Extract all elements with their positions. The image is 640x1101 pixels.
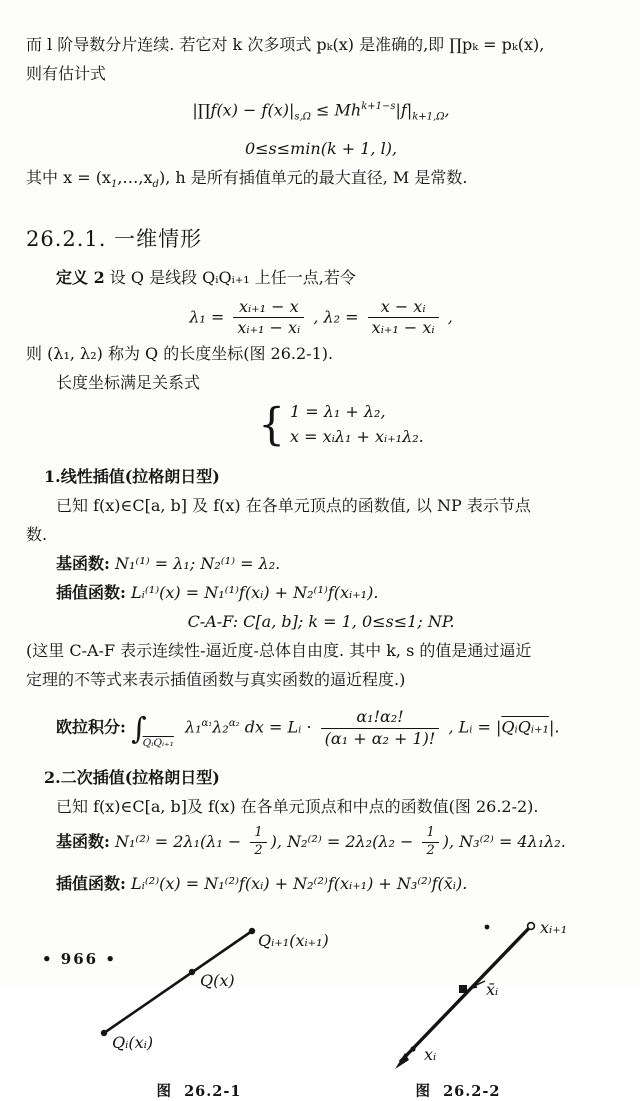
estimate-rhs-sub: k+1,Ω	[412, 111, 445, 123]
where-post: ), h 是所有插值单元的最大直径, M 是常数.	[158, 167, 468, 187]
euler-segment: QᵢQᵢ₊₁	[501, 717, 549, 737]
caf-note-line1: (这里 C-A-F 表示连续性-逼近度-总体自由度. 其中 k, s 的值是通过逼近	[26, 641, 532, 661]
quadratic-basis-line	[26, 821, 616, 863]
linear-basis-label: 基函数:	[56, 554, 110, 574]
label-Qi: Qᵢ(xᵢ)	[112, 1032, 154, 1052]
figures-row	[26, 917, 616, 1101]
euler-t3: dx = Lᵢ ·	[244, 717, 312, 737]
stray-dot	[485, 924, 490, 929]
point-Q	[189, 969, 195, 975]
estimate-mid: ≤ Mh	[310, 100, 362, 120]
point-Qi	[101, 1030, 107, 1036]
page-number: • 966 •	[42, 950, 117, 968]
estimate-rhs: |f|	[395, 100, 413, 120]
half-fraction-2	[422, 826, 438, 859]
euler-label: 欧拉积分:	[56, 717, 126, 737]
system-eq1: 1 = λ₁ + λ₂,	[290, 402, 386, 422]
caf-line: C-A-F: C[a, b]; k = 1, 0≤s≤1; NP.	[187, 612, 455, 632]
half1-den: 2	[254, 842, 263, 858]
lambda1-denominator: xᵢ₊₁ − xᵢ	[237, 318, 301, 338]
half2-den: 2	[426, 842, 435, 858]
length-coordinate-line: 则 (λ₁, λ₂) 称为 Q 的长度坐标(图 26.2-1).	[26, 344, 334, 364]
quadratic-known-line: 已知 f(x)∈C[a, b]及 f(x) 在各单元顶点和中点的函数值(图 26.2-2).	[56, 796, 539, 816]
euler-frac-num: α₁!α₂!	[321, 708, 440, 728]
equation-system	[258, 399, 423, 449]
relation-intro: 长度坐标满足关系式	[56, 373, 201, 393]
quadratic-interp-formula: Lᵢ⁽²⁾(x) = N₁⁽²⁾f(xᵢ) + N₂⁽²⁾f(xᵢ₊₁) + N₃⁽²⁾f(x̄ᵢ).	[131, 873, 468, 893]
linear-heading: 1.线性插值(拉格朗日型)	[44, 467, 220, 487]
euler-sup1: α₁	[201, 718, 213, 730]
lambda-comma: , λ₂ =	[313, 307, 359, 327]
point-xi	[410, 1046, 415, 1051]
section-heading: 26.2.1. 一维情形	[26, 226, 203, 251]
euler-sup2: α₂	[228, 718, 240, 730]
euler-t2: λ₂	[212, 717, 229, 737]
label-xi1: xᵢ₊₁	[540, 917, 568, 937]
euler-t4: , Lᵢ = |	[448, 717, 502, 737]
figure-26-2-2-caption: 图 26.2-2	[415, 1082, 501, 1100]
quadratic-heading: 2.二次插值(拉格朗日型)	[44, 767, 220, 787]
caf-note-line2: 定理的不等式来表示插值函数与真实函数的逼近程度.)	[26, 670, 406, 690]
point-xbar	[459, 985, 467, 993]
system-eq2: x = xᵢλ₁ + xᵢ₊₁λ₂.	[290, 427, 424, 447]
euler-t1: λ₁	[184, 717, 202, 737]
quadratic-b1: N₁⁽²⁾ = 2λ₁(λ₁ −	[115, 831, 247, 851]
lambda2-fraction	[368, 298, 439, 338]
estimate-lhs: |∏f(x) − f(x)|	[192, 100, 295, 120]
quadratic-interp-line	[26, 869, 616, 898]
figure-26-2-1-caption: 图 26.2-1	[156, 1082, 242, 1100]
intro-paragraph-line1: 而 l 阶导数分片连续. 若它对 k 次多项式 pₖ(x) 是准确的,即 ∏pₖ = pₖ(x),	[26, 35, 545, 54]
lambda2-denominator: xᵢ₊₁ − xᵢ	[371, 318, 435, 338]
point-xi1-open	[528, 922, 535, 929]
half-fraction-1	[250, 826, 266, 859]
estimate-formula-line2: 0≤s≤min(k + 1, l),	[244, 138, 398, 158]
definition-paragraph	[26, 263, 616, 292]
figure-26-2-2-drawing	[388, 917, 618, 1070]
linear-known-line1: 已知 f(x)∈C[a, b] 及 f(x) 在各单元顶点的函数值, 以 NP 表示节点	[56, 496, 531, 516]
point-Qi1	[249, 928, 255, 934]
relation-system	[66, 399, 616, 449]
lambda-formula	[26, 298, 616, 338]
linear-interp-formula: Lᵢ⁽¹⁾(x) = N₁⁽¹⁾f(xᵢ) + N₂⁽¹⁾f(xᵢ₊₁).	[131, 583, 379, 603]
intro-paragraph-line2: 则有估计式	[26, 64, 107, 83]
label-xi: xᵢ	[424, 1044, 437, 1064]
quadratic-interp-label: 插值函数:	[56, 873, 126, 893]
lambda1-fraction	[233, 298, 304, 338]
estimate-formula-line1	[26, 92, 616, 132]
euler-t5: |.	[548, 717, 560, 737]
linear-basis-line	[26, 549, 616, 578]
label-xbar: x̄ᵢ	[486, 979, 499, 999]
euler-fraction	[321, 708, 440, 748]
figure-26-2-2	[388, 917, 618, 1101]
euler-frac-den: (α₁ + α₂ + 1)!	[324, 728, 436, 748]
label-Qi1: Qᵢ₊₁(xᵢ₊₁)	[258, 930, 329, 950]
definition-label: 定义 2	[56, 267, 105, 287]
euler-integral-line	[26, 704, 616, 749]
half2-num: 1	[422, 826, 438, 843]
where-mid: ,…,x	[117, 167, 153, 187]
lambda1-numerator: xᵢ₊₁ − x	[233, 298, 304, 318]
segment-line	[400, 926, 531, 1062]
system-brace: {	[258, 398, 285, 451]
quadratic-b2: ), N₂⁽²⁾ = 2λ₂(λ₂ −	[270, 831, 419, 851]
half1-num: 1	[250, 826, 266, 843]
where-sub1: 1	[110, 178, 118, 190]
where-pre: 其中 x = (x	[26, 167, 111, 187]
linear-interp-line	[26, 578, 616, 607]
quadratic-b3: ), N₃⁽²⁾ = 4λ₁λ₂.	[442, 831, 566, 851]
linear-basis-formula: N₁⁽¹⁾ = λ₁; N₂⁽¹⁾ = λ₂.	[115, 554, 281, 574]
linear-interp-label: 插值函数:	[56, 583, 126, 603]
estimate-sup: k+1−s	[361, 101, 396, 112]
linear-known-line2: 数.	[26, 525, 48, 545]
where-sub2: d	[152, 178, 159, 190]
figure-26-2-1-drawing	[84, 920, 384, 1070]
quadratic-basis-label: 基函数:	[56, 831, 110, 851]
lambda1-label: λ₁ =	[189, 307, 225, 327]
integral-sign: ∫	[131, 711, 147, 747]
lambda-tail: ,	[447, 307, 453, 327]
where-paragraph	[26, 163, 616, 199]
estimate-lhs-sub: s,Ω	[294, 111, 311, 123]
xbar-pointer-arrowhead	[468, 983, 477, 989]
definition-text: 设 Q 是线段 QᵢQᵢ₊₁ 上任一点,若令	[104, 267, 356, 287]
label-Q: Q(x)	[200, 970, 235, 990]
integral-domain: QᵢQᵢ₊₁	[142, 736, 174, 749]
figure-26-2-1	[84, 920, 384, 1101]
lambda2-numerator: x − xᵢ	[368, 298, 439, 318]
estimate-tail: ,	[444, 100, 450, 120]
